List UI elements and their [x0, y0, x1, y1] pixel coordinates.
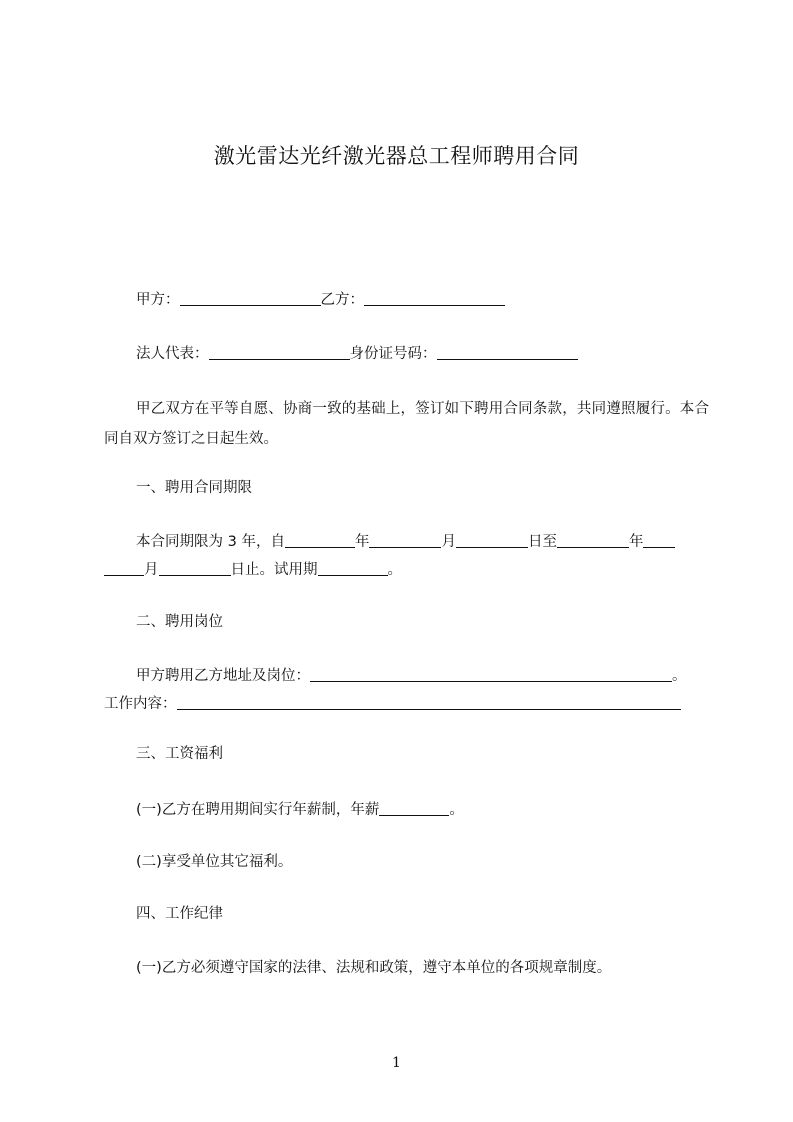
- salary-line: [104, 798, 736, 822]
- party-line: [104, 288, 736, 312]
- page-number: 1: [392, 1055, 401, 1071]
- start-month-blank[interactable]: [369, 531, 441, 548]
- probation-end: 。: [387, 562, 402, 578]
- term-line-1: [104, 530, 736, 554]
- work-content-blank[interactable]: [177, 693, 681, 710]
- party-a-label: 甲方：: [136, 292, 180, 308]
- start-year-blank[interactable]: [285, 531, 355, 548]
- start-day-blank[interactable]: [456, 531, 528, 548]
- party-a-blank[interactable]: [180, 289, 321, 306]
- month-label: 月: [441, 534, 456, 550]
- probation-blank[interactable]: [318, 559, 388, 576]
- section3-heading: 三、工资福利: [136, 746, 223, 762]
- position-line: [104, 664, 736, 688]
- end-year-label: 年: [628, 534, 644, 550]
- day-end-label: 日止。试用期: [230, 562, 318, 578]
- day-to-label: 日至: [527, 534, 557, 550]
- section2-heading: 二、聘用岗位: [136, 614, 223, 630]
- intro-paragraph: 甲乙双方在平等自愿、协商一致的基础上，签订如下聘用合同条款，共同遵照履行。本合同自双方签订之日起生效。: [104, 401, 709, 447]
- position-period: 。: [672, 668, 687, 684]
- id-number-label: 身份证号码：: [349, 346, 437, 362]
- end-month-blank-part1[interactable]: [643, 531, 675, 548]
- legal-rep-label: 法人代表：: [136, 346, 209, 362]
- end-day-blank[interactable]: [159, 559, 231, 576]
- work-content-line: [104, 692, 704, 716]
- end-year-blank[interactable]: [557, 531, 629, 548]
- party-b-blank[interactable]: [364, 289, 505, 306]
- section1-heading: 一、聘用合同期限: [136, 480, 252, 496]
- year-label: 年: [354, 534, 370, 550]
- salary-end: 。: [449, 802, 464, 818]
- salary-blank[interactable]: [379, 799, 449, 816]
- position-label: 甲方聘用乙方地址及岗位：: [136, 668, 310, 684]
- end-month-label: 月: [144, 562, 159, 578]
- discipline-item-1: (一)乙方必须遵守国家的法律、法规和政策，遵守本单位的各项规章制度。: [136, 960, 612, 976]
- benefits-line: (二)享受单位其它福利。: [136, 854, 293, 870]
- legal-rep-blank[interactable]: [209, 343, 350, 360]
- party-b-label: 乙方：: [320, 292, 364, 308]
- work-content-label: 工作内容：: [104, 696, 177, 712]
- position-blank[interactable]: [310, 665, 672, 682]
- term-line-2: [104, 558, 704, 582]
- id-number-blank[interactable]: [437, 343, 578, 360]
- term-text: 本合同期限为 3 年，自: [136, 534, 285, 550]
- end-month-blank-part2[interactable]: [104, 559, 144, 576]
- document-title: 激光雷达光纤激光器总工程师聘用合同: [213, 144, 580, 168]
- salary-text: (一)乙方在聘用期间实行年薪制，年薪: [136, 802, 380, 818]
- section4-heading: 四、工作纪律: [136, 906, 223, 922]
- legal-rep-line: [104, 342, 736, 366]
